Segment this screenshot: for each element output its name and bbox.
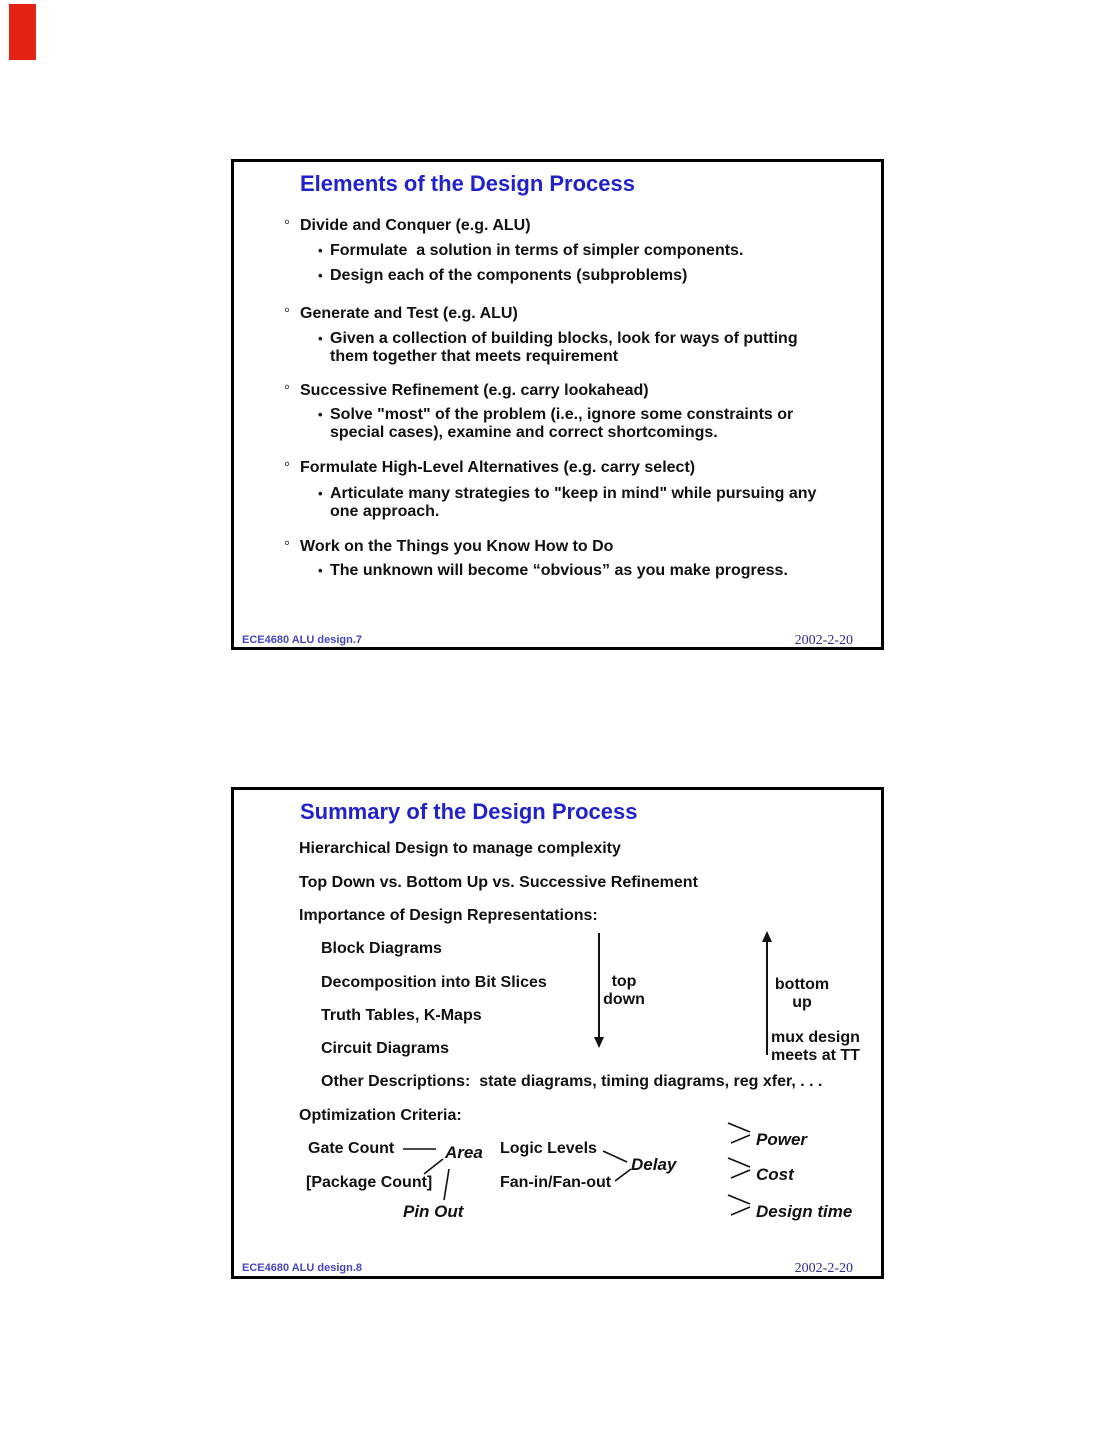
section-bullet-icon: ° — [284, 217, 290, 234]
bullet-heading: Work on the Things you Know How to Do — [300, 538, 614, 555]
red-page-marker — [9, 4, 36, 60]
representation-item: Block Diagrams — [321, 940, 442, 957]
connector-packagecount-area — [424, 1159, 443, 1174]
summary-line: Top Down vs. Bottom Up vs. Successive Refinement — [299, 874, 698, 891]
slide-summary-of-design-process — [231, 787, 884, 1279]
footer-slide-id: ECE4680 ALU design.7 — [242, 634, 363, 646]
bullet-heading: Generate and Test (e.g. ALU) — [300, 305, 518, 322]
chevron-design-time-icon — [728, 1195, 750, 1215]
sub-bullet-icon: • — [318, 486, 323, 501]
bottom-up-label — [771, 976, 833, 1012]
bullet-heading: Formulate High-Level Alternatives (e.g. carry select) — [300, 459, 696, 476]
top-label-line: top — [611, 973, 637, 990]
section-bullet-icon: ° — [284, 459, 290, 476]
result-power: Power — [756, 1130, 808, 1149]
footer-date: 2002-2-20 — [794, 1261, 853, 1276]
sub-bullet-icon: • — [318, 563, 323, 578]
footer-slide-id: ECE4680 ALU design.8 — [242, 1262, 363, 1274]
result-cost: Cost — [756, 1165, 794, 1184]
slide-title: Summary of the Design Process — [300, 799, 638, 824]
footer-date: 2002-2-20 — [794, 633, 853, 648]
representation-item: Circuit Diagrams — [321, 1040, 450, 1057]
down-label-line: down — [603, 991, 645, 1008]
sub-bullet-text: The unknown will become “obvious” as you make progress. — [330, 562, 788, 579]
section-bullet-icon: ° — [284, 382, 290, 399]
section-bullet-icon: ° — [284, 538, 290, 555]
bullet-heading: Divide and Conquer (e.g. ALU) — [300, 217, 531, 234]
sub-bullet-text: Design each of the components (subproblems) — [330, 267, 688, 284]
summary-line: Importance of Design Representations: — [299, 907, 598, 924]
criterion-fan-in-out: Fan-in/Fan-out — [500, 1174, 612, 1191]
connector-pinout-area — [444, 1169, 449, 1200]
sub-bullet-text: them together that meets requirement — [330, 348, 619, 365]
sub-bullet-text: one approach. — [330, 503, 440, 520]
top-down-label — [593, 973, 655, 1009]
sub-bullet-text: special cases), examine and correct shortcomings. — [330, 424, 718, 441]
other-descriptions: Other Descriptions: state diagrams, timing diagrams, reg xfer, . . . — [321, 1073, 823, 1090]
bullet-heading: Successive Refinement (e.g. carry lookahead) — [300, 382, 649, 399]
criterion-gate-count: Gate Count — [308, 1140, 395, 1157]
optimization-heading: Optimization Criteria: — [299, 1107, 462, 1124]
slide-title: Elements of the Design Process — [300, 171, 635, 196]
connector-fan-delay — [615, 1169, 631, 1181]
sub-bullet-text: Articulate many strategies to "keep in mind" while pursuing any — [330, 485, 817, 502]
result-area: Area — [445, 1143, 483, 1162]
representation-item: Decomposition into Bit Slices — [321, 974, 547, 991]
representation-item: Truth Tables, K-Maps — [321, 1007, 482, 1024]
mux-note — [771, 1029, 860, 1065]
connector-logiclevels-delay — [603, 1151, 627, 1162]
bottom-up-arrowhead-icon — [762, 931, 772, 942]
up-label-line: up — [792, 994, 812, 1011]
summary-line: Hierarchical Design to manage complexity — [299, 840, 621, 857]
sub-bullet-icon: • — [318, 268, 323, 283]
chevron-power-icon — [728, 1123, 750, 1143]
sub-bullet-text: Formulate a solution in terms of simpler components. — [330, 242, 744, 259]
section-bullet-icon: ° — [284, 305, 290, 322]
result-delay: Delay — [631, 1155, 677, 1174]
bottom-label-line: bottom — [774, 976, 830, 993]
mux-note-line: meets at TT — [771, 1047, 860, 1064]
criterion-package-count: [Package Count] — [306, 1174, 433, 1191]
mux-note-line: mux design — [771, 1029, 860, 1046]
criterion-pin-out: Pin Out — [403, 1202, 464, 1221]
criterion-logic-levels: Logic Levels — [500, 1140, 597, 1157]
chevron-cost-icon — [728, 1158, 750, 1178]
top-down-arrowhead-icon — [594, 1037, 604, 1048]
sub-bullet-icon: • — [318, 331, 323, 346]
sub-bullet-text: Given a collection of building blocks, look for ways of putting — [330, 330, 798, 347]
sub-bullet-icon: • — [318, 243, 323, 258]
result-design-time: Design time — [756, 1202, 853, 1221]
sub-bullet-icon: • — [318, 407, 323, 422]
slide-elements-of-design-process — [231, 159, 884, 650]
sub-bullet-text: Solve "most" of the problem (i.e., ignore some constraints or — [330, 406, 794, 423]
